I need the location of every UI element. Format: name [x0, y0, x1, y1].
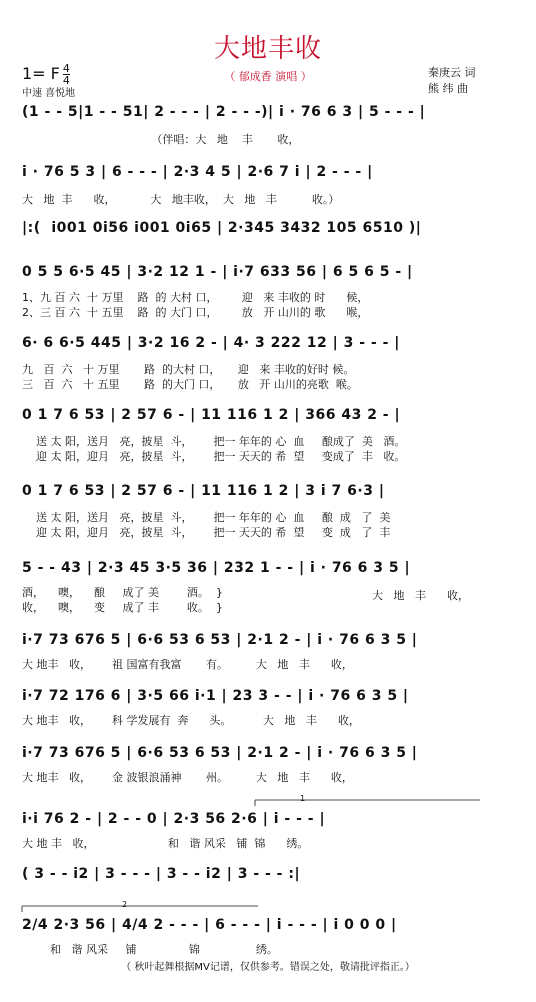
- lyric-line-9a: 大 地丰 收， 祖 国富有我富 有。 大 地 丰 收，: [22, 658, 353, 671]
- composer-credit: 熊 纬 曲: [428, 82, 468, 95]
- music-line-1: (1 - - 5|1 - - 51| 2 - - - | 2 - - -)| i · 76 6 3 | 5 - - - |: [22, 104, 426, 120]
- lyric-line-6a: 送 太 阳，送月 亮，披星 斗， 把一 年年的 心 血 酿成了 美 酒。: [22, 435, 406, 448]
- music-line-11: i·7 73 676 5 | 6·6 53 6 53 | 2·1 2 - | i · 76 6 3 5 |: [22, 745, 418, 761]
- volta-1-label: 1: [300, 794, 306, 803]
- music-line-4: 0 5 5 6·5 45 | 3·2 12 1 - | i·7 633 56 | 6 5 6 5 - |: [22, 264, 413, 280]
- lyric-line-14a: 和 谐 风采 铺 锦 绣。: [22, 943, 278, 956]
- lyric-line-5a: 九 百 六 十 万里 路 的大村 口， 迎 来 丰收的好时 候。: [22, 363, 355, 376]
- footnote: （ 秋叶起舞根据MV记谱，仅供参考。错误之处，敬请批评指正。）: [121, 962, 415, 973]
- music-line-7: 0 1 7 6 53 | 2 57 6 - | 11 116 1 2 | 3 i 7 6·3 |: [22, 483, 385, 499]
- lyric-line-5b: 三 百 六 十 五里 路 的大门 口， 放 开 山川的亮歌 喉。: [22, 378, 358, 391]
- music-line-2: i · 76 5 3 | 6 - - - | 2·3 4 5 | 2·6 7 i | 2 - - - |: [22, 164, 373, 180]
- time-bottom: 4: [62, 74, 70, 87]
- tempo-marking: 中速 喜悦地: [22, 88, 76, 99]
- key-label: 1= F: [22, 64, 60, 83]
- lyric-line-4b: 2、三 百 六 十 五里 路 的 大门 口， 放 开 山川的 歌 喉，: [22, 306, 369, 319]
- music-line-14: 2/4 2·3 56 | 4/4 2 - - - | 6 - - - | i - - - | i 0 0 0 |: [22, 917, 397, 933]
- lyric-line-6b: 迎 太 阳，迎月 亮，披星 斗， 把一 天天的 希 望 变成了 丰 收。: [22, 450, 406, 463]
- music-line-10: i·7 72 176 6 | 3·5 66 i·1 | 23 3 - - | i · 76 6 3 5 |: [22, 688, 409, 704]
- lyric-line-8-right: 大 地 丰 收，: [372, 589, 469, 602]
- music-line-3: |:( i001 0i56 i001 0i65 | 2·345 3432 105 6510 )|: [22, 220, 422, 236]
- song-title: 大地丰收: [213, 34, 322, 64]
- music-line-12: i·i 76 2 - | 2 - - 0 | 2·3 56 2·6 | i - - - |: [22, 811, 326, 827]
- music-line-6: 0 1 7 6 53 | 2 57 6 - | 11 116 1 2 | 366 43 2 - |: [22, 407, 401, 423]
- lyric-line-8b: 收， 噢， 变 成了 丰 收。 }: [22, 601, 223, 614]
- lyric-line-4a: 1、九 百 六 十 万里 路 的 大村 口， 迎 来 丰收的 时 候，: [22, 291, 369, 304]
- lyric-line-10a: 大 地丰 收， 科 学发展有 奔 头。 大 地 丰 收，: [22, 714, 360, 727]
- lyric-line-7a: 送 太 阳，送月 亮，披星 斗， 把一 年年的 心 血 酿 成 了 美: [22, 511, 391, 524]
- lyric-line-11a: 大 地丰 收， 金 波银浪涌神 州。 大 地 丰 收，: [22, 771, 353, 784]
- lyric-line-8a: 酒， 噢， 酿 成了 美 酒。 }: [22, 586, 223, 599]
- music-line-5: 6· 6 6·5 445 | 3·2 16 2 - | 4· 3 222 12 | 3 - - - |: [22, 335, 400, 351]
- lyric-line-12a: 大 地 丰 收， 和 谐 风采 铺 锦 绣。: [22, 837, 309, 850]
- lyricist-credit: 秦庚云 词: [428, 66, 476, 79]
- singer-credit: （ 郁成香 演唱 ）: [224, 70, 312, 83]
- lyric-line-2a: 大 地 丰 收， 大 地丰收， 大 地 丰 收。）: [22, 193, 340, 206]
- music-line-13: ( 3 - - i2 | 3 - - - | 3 - - i2 | 3 - - - :|: [22, 866, 301, 882]
- music-line-8: 5 - - 43 | 2·3 45 3·5 36 | 232 1 - - | i · 76 6 3 5 |: [22, 560, 411, 576]
- music-line-9: i·7 73 676 5 | 6·6 53 6 53 | 2·1 2 - | i · 76 6 3 5 |: [22, 632, 418, 648]
- time-top: 4: [62, 62, 70, 75]
- lyric-line-1a: （伴唱：大 地 丰 收，: [22, 133, 300, 146]
- lyric-line-7b: 迎 太 阳，迎月 亮，披星 斗， 把一 天天的 希 望 变 成 了 丰: [22, 526, 391, 539]
- volta-2-label: 2: [122, 900, 128, 909]
